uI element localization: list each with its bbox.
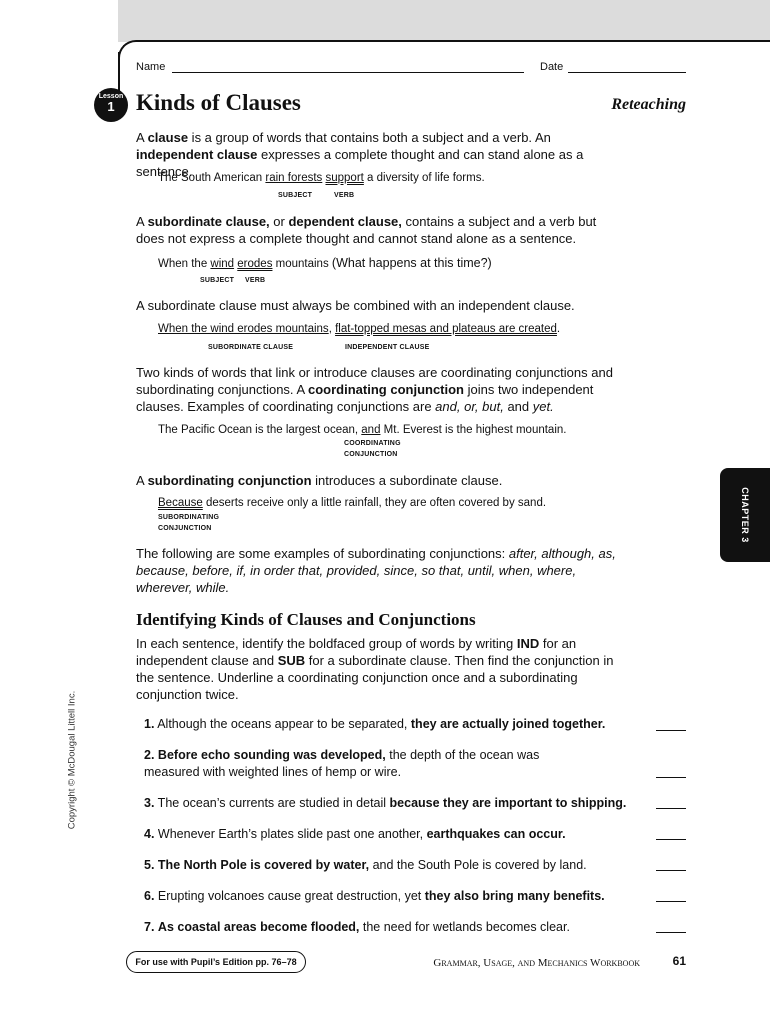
example-1-verb-label: VERB [334, 192, 355, 199]
example-2: When the wind erodes mountains (What happens at this time?) [158, 256, 492, 270]
example-5-label-line-1: SUBORDINATING [158, 514, 220, 521]
example-3-subordinate-label: SUBORDINATE CLAUSE [208, 344, 294, 351]
exercise-item-6: 6. Erupting volcanoes cause great destruction, yet they also bring many benefits. [144, 889, 605, 903]
section-title: Identifying Kinds of Clauses and Conjunctions [136, 610, 476, 629]
example-4-label-line-1: COORDINATING [344, 440, 401, 447]
example-5: Because deserts receive only a little rainfall, they are often covered by sand. [158, 497, 547, 509]
frame-left-rule [118, 52, 120, 92]
answer-blank-1[interactable] [656, 730, 686, 731]
lesson-badge [94, 88, 128, 122]
example-4: The Pacific Ocean is the largest ocean, and Mt. Everest is the highest mountain. [158, 424, 567, 436]
answer-blank-6[interactable] [656, 901, 686, 902]
example-3: When the wind erodes mountains, flat-topped mesas and plateaus are created. [158, 323, 561, 335]
answer-blank-7[interactable] [656, 932, 686, 933]
example-3-independent-label: INDEPENDENT CLAUSE [345, 344, 430, 351]
example-2-subject-label: SUBJECT [200, 277, 235, 284]
example-5-label-line-2: CONJUNCTION [158, 525, 212, 532]
exercise-item-1: 1. Although the oceans appear to be separated, they are actually joined together. [144, 717, 606, 731]
lesson-label: Lesson [98, 93, 124, 100]
example-1: The South American rain forests support a diversity of life forms. [158, 172, 485, 184]
intro-paragraph-6: The following are some examples of subordinating conjunctions: after, although, as, because, before, if, in order that, provided, since, so that, until, when, where, wherever, while. [136, 546, 616, 595]
name-label: Name [136, 61, 166, 73]
answer-blank-4[interactable] [656, 839, 686, 840]
example-4-label-line-2: CONJUNCTION [344, 451, 398, 458]
copyright-notice: Copyright © McDougal Littell Inc. [66, 690, 78, 830]
page-subtitle: Reteaching [611, 96, 686, 113]
header-band [118, 0, 770, 42]
date-label: Date [540, 61, 564, 73]
section-instructions: In each sentence, identify the boldfaced group of words by writing IND for an independent clause and SUB for a subordinate clause. Then find the conjunction in the sentence. Underline a coordinating conjunction once and a subordinating conjunction twice. [136, 636, 614, 702]
page-title: Kinds of Clauses [136, 90, 301, 115]
date-line [568, 71, 686, 73]
workbook-title: Grammar, Usage, and Mechanics Workbook [433, 957, 640, 969]
exercise-item-5: 5. The North Pole is covered by water, and the South Pole is covered by land. [144, 858, 587, 872]
answer-blank-3[interactable] [656, 808, 686, 809]
exercise-item-2: 2. Before echo sounding was developed, the depth of the ocean was measured with weighted lines of hemp or wire. [144, 748, 540, 779]
exercise-item-7: 7. As coastal areas become flooded, the need for wetlands becomes clear. [144, 920, 570, 934]
frame-top-rule [136, 40, 770, 42]
answer-blank-5[interactable] [656, 870, 686, 871]
chapter-tab-label: CHAPTER 3 [740, 487, 750, 543]
intro-paragraph-1: A clause is a group of words that contains both a subject and a verb. An independent clause expresses a complete thought and can stand alone as a sentence. [136, 130, 584, 179]
answer-blank-2[interactable] [656, 777, 686, 778]
frame-corner [118, 40, 138, 60]
exercise-item-3: 3. The ocean’s currents are studied in detail because they are important to shipping. [144, 796, 627, 810]
intro-paragraph-3: A subordinate clause must always be combined with an independent clause. [136, 298, 575, 313]
intro-paragraph-5: A subordinating conjunction introduces a subordinate clause. [136, 473, 503, 488]
intro-paragraph-4: Two kinds of words that link or introduce clauses are coordinating conjunctions and subordinating conjunctions. A coordinating conjunction joins two independent clauses. Examples of coordinating conjunctions are and, or, but, and yet. [136, 365, 613, 414]
name-line [172, 71, 524, 73]
pupil-edition-reference: For use with Pupil’s Edition pp. 76–78 [126, 951, 306, 973]
example-1-subject-label: SUBJECT [278, 192, 313, 199]
intro-paragraph-2: A subordinate clause, or dependent clause, contains a subject and a verb but does not express a complete thought and cannot stand alone as a sentence. [136, 214, 597, 246]
lesson-number: 1 [107, 99, 115, 114]
page-number: 61 [672, 954, 686, 968]
example-2-verb-label: VERB [245, 277, 266, 284]
exercise-item-4: 4. Whenever Earth’s plates slide past one another, earthquakes can occur. [144, 827, 566, 841]
